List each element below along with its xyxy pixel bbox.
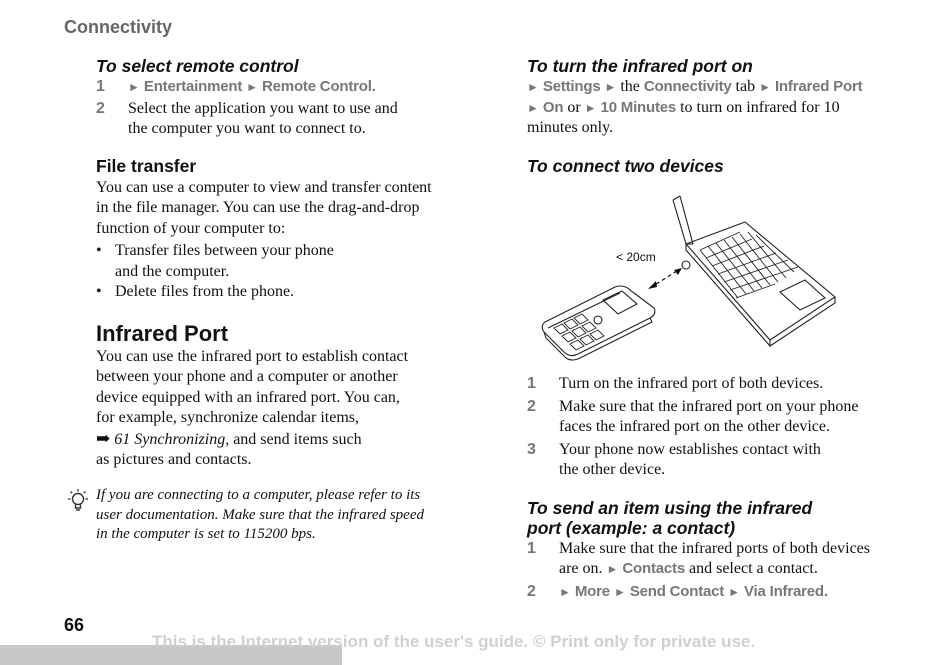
body-text: to turn on infrared for 10 xyxy=(676,98,840,116)
tip-line: in the computer is set to 115200 bps. xyxy=(96,526,316,542)
body-line: device equipped with an infrared port. You can, xyxy=(96,388,400,406)
send-step-1 xyxy=(527,539,917,580)
body-text: are on. xyxy=(559,560,607,577)
connect-step-2 xyxy=(527,397,917,438)
step-text: the computer you want to connect to. xyxy=(128,120,366,137)
step-text xyxy=(559,559,917,580)
menu-item-settings: Settings xyxy=(542,78,601,95)
page-number: 66 xyxy=(64,615,85,635)
step-number: 2 xyxy=(527,582,536,600)
lightbulb-icon xyxy=(65,488,91,514)
body-line: as pictures and contacts. xyxy=(96,451,252,468)
connect-step-1 xyxy=(527,374,917,395)
connect-step-3 xyxy=(527,440,917,481)
turn-on-body xyxy=(527,77,907,139)
remote-control-heading: To select remote control xyxy=(96,56,299,76)
step-number: 1 xyxy=(527,375,536,392)
remote-step-2 xyxy=(96,99,476,140)
connect-heading: To connect two devices xyxy=(527,155,724,176)
menu-item-entertainment: Entertainment xyxy=(143,78,243,95)
menu-item-more: More xyxy=(574,582,610,600)
body-text: , and send items such xyxy=(225,430,362,448)
reference-page[interactable]: 61 xyxy=(114,430,131,448)
body-text: tab xyxy=(731,78,760,95)
menu-arrow-icon: ► xyxy=(728,584,740,599)
step-number: 1 xyxy=(527,539,536,557)
step-text: Make sure that the infrared ports of both devices xyxy=(559,539,871,557)
bullet-item xyxy=(96,241,476,282)
footer-notice: This is the Internet version of the user's guide. © Print only for private use. xyxy=(152,632,756,651)
menu-item-via-infrared: Via Infrared xyxy=(744,582,824,600)
section-header: Connectivity xyxy=(64,17,173,37)
infrared-heading: Infrared Port xyxy=(96,320,229,346)
step-number: 1 xyxy=(96,78,105,95)
menu-item-remote-control: Remote Control xyxy=(262,78,372,95)
step-text: the other device. xyxy=(559,461,666,478)
tip-text xyxy=(96,486,476,545)
body-line: function of your computer to: xyxy=(96,219,286,237)
bullet-text: Transfer files between your phone xyxy=(115,242,334,259)
infrared-port-icon xyxy=(682,261,690,269)
file-transfer-body xyxy=(96,178,476,240)
right-column xyxy=(527,56,907,176)
menu-item-send-contact: Send Contact xyxy=(629,582,725,600)
bullet-text: Delete files from the phone. xyxy=(115,283,295,300)
step-text: Turn on the infrared port of both devices. xyxy=(559,375,824,392)
step-number: 2 xyxy=(527,397,536,415)
heading-line: To send an item using the infrared xyxy=(527,497,813,518)
body-line: in the file manager. You can use the drag-and-drop xyxy=(96,199,420,216)
send-step-2: 2 ► More ► Send Contact ► Via Infrared. xyxy=(527,582,917,603)
step-text: faces the infrared port on the other device. xyxy=(559,418,830,435)
menu-item-connectivity: Connectivity xyxy=(643,78,732,95)
menu-arrow-icon: ► xyxy=(584,100,597,115)
step-text: Your phone now establishes contact with xyxy=(559,440,821,458)
menu-arrow-icon: ► xyxy=(604,80,617,94)
bullet-item xyxy=(96,282,476,303)
body-line: You can use the infrared port to establish contact xyxy=(96,347,409,365)
bullet-icon: • xyxy=(96,283,102,300)
cross-reference-line xyxy=(96,429,476,451)
menu-item-on: On xyxy=(542,98,564,116)
body-line: minutes only. xyxy=(527,119,614,136)
connect-steps xyxy=(527,374,917,602)
bullet-icon: • xyxy=(96,242,102,259)
menu-item-infrared-port: Infrared Port xyxy=(774,78,863,95)
step-number: 3 xyxy=(527,440,536,458)
phone-laptop-illustration xyxy=(540,192,845,367)
bullet-text: and the computer. xyxy=(115,262,230,280)
menu-arrow-icon: ► xyxy=(527,80,539,94)
reference-arrow-icon: ➡ xyxy=(96,428,111,448)
remote-step-1: 1 ► Entertainment ► Remote Control. xyxy=(96,77,476,98)
body-text: and select a contact. xyxy=(685,560,818,577)
menu-arrow-icon: ► xyxy=(527,100,539,115)
step-number: 2 xyxy=(96,99,105,117)
menu-arrow-icon: ► xyxy=(606,562,619,576)
menu-item-10-minutes: 10 Minutes xyxy=(600,98,677,116)
step-text: Select the application you want to use and xyxy=(128,99,398,117)
send-item-heading xyxy=(527,498,917,538)
tip-line: If you are connecting to a computer, please refer to its xyxy=(96,487,421,503)
step-text: Make sure that the infrared port on your phone xyxy=(559,397,859,415)
phone-image xyxy=(542,286,655,360)
body-text: or xyxy=(563,98,585,116)
menu-arrow-icon: ► xyxy=(128,80,140,94)
turn-on-heading: To turn the infrared port on xyxy=(527,56,753,76)
body-line: between your phone and a computer or another xyxy=(96,368,398,385)
body-text: the xyxy=(616,78,644,95)
menu-arrow-icon: ► xyxy=(613,584,626,599)
body-line: You can use a computer to view and transfer content xyxy=(96,178,432,196)
tip-line: user documentation. Make sure that the infrared speed xyxy=(96,506,424,523)
file-transfer-heading: File transfer xyxy=(96,155,197,176)
distance-arrow-icon xyxy=(648,268,682,289)
reference-title[interactable]: Synchronizing xyxy=(134,430,226,448)
menu-arrow-icon: ► xyxy=(759,80,771,94)
laptop-image xyxy=(673,196,835,346)
heading-line: port (example: a contact) xyxy=(527,517,736,538)
menu-item-contacts: Contacts xyxy=(622,560,685,577)
menu-arrow-icon: ► xyxy=(246,80,259,94)
distance-label: < 20cm xyxy=(616,250,656,264)
body-line: for example, synchronize calendar items, xyxy=(96,409,359,426)
infrared-body xyxy=(96,347,476,471)
left-column xyxy=(96,56,476,471)
menu-arrow-icon: ► xyxy=(559,584,571,599)
